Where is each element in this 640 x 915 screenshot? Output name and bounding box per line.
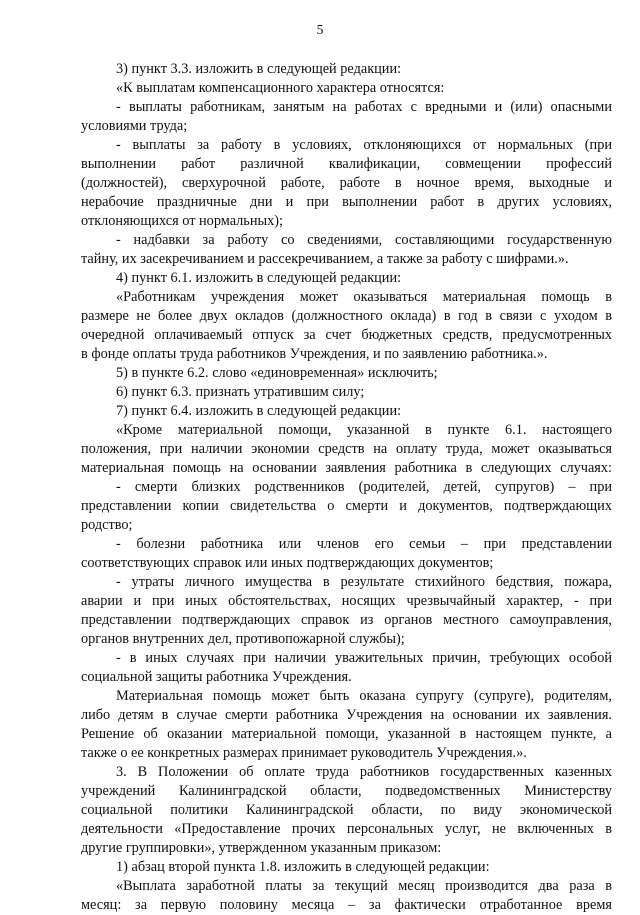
text-line: - утраты личного имущества в результате стихийного бедствия, пожара, [116, 574, 612, 590]
text-line: 1) абзац второй пункта 1.8. изложить в следующей редакции: [116, 859, 490, 875]
text-line: положения, при наличии экономии средств на оплату труда, может оказываться [81, 441, 612, 457]
text-line: - смерти близких родственников (родителей, детей, супругов) – при [116, 479, 612, 495]
text-line: Решение об оказании материальной помощи, указанной в настоящем пункте, а [81, 726, 612, 742]
text-line: «Выплата заработной платы за текущий месяц производится два раза в [116, 878, 612, 894]
text-line: очередной оплачиваемый отпуск за счет бюджетных средств, предусмотренных [81, 327, 612, 343]
text-line: выполнении работ различной квалификации, совмещении профессий [81, 156, 612, 172]
text-line: соответствующих справок или иных подтверждающих документов; [81, 555, 494, 571]
text-line: также о ее конкретных размерах принимает руководитель Учреждения.». [81, 745, 527, 761]
text-line: родство; [81, 517, 133, 533]
text-line: - надбавки за работу со сведениями, составляющими государственную [116, 232, 612, 248]
text-line: «Кроме материальной помощи, указанной в пункте 6.1. настоящего [116, 422, 612, 438]
text-line: 5) в пункте 6.2. слово «единовременная» исключить; [116, 365, 438, 381]
text-line: Материальная помощь может быть оказана супругу (супруге), родителям, [116, 688, 612, 704]
text-line: органов внутренних дел, противопожарной службы); [81, 631, 405, 647]
text-line: аварии и при иных обстоятельствах, носящих чрезвычайный характер, - при [81, 593, 612, 609]
text-line: размере не более двух окладов (должностного оклада) в год в связи с уходом в [81, 308, 612, 324]
text-line: либо детям в случае смерти работника Учреждения на основании их заявления. [81, 707, 612, 723]
text-line: 6) пункт 6.3. признать утратившим силу; [116, 384, 365, 400]
text-line: месяц: за первую половину месяца – за фактически отработанное время [81, 897, 612, 913]
page-number: 5 [316, 22, 324, 37]
text-line: в фонде оплаты труда работников Учреждения, и по заявлению работника.». [81, 346, 548, 362]
text-line: «К выплатам компенсационного характера относятся: [116, 80, 445, 96]
text-line: (должностей), сверхурочной работе, работе в ночное время, выходные и [81, 175, 612, 191]
text-line: учреждений Калининградской области, подведомственных Министерству [81, 783, 612, 799]
text-line: социальной политики Калининградской области, по виду экономической [81, 802, 612, 818]
text-line: другие группировки», утвержденном указанным приказом: [81, 840, 442, 856]
text-line: материальная помощь на основании заявления работника в следующих случаях: [81, 460, 612, 476]
text-line: представлении подтверждающих справок из органов местного самоуправления, [81, 612, 612, 628]
text-line: - в иных случаях при наличии уважительных причин, требующих особой [116, 650, 612, 666]
text-line: деятельности «Предоставление прочих персональных услуг, не включенных в [81, 821, 612, 837]
text-line: 3. В Положении об оплате труда работников государственных казенных [116, 764, 612, 780]
text-line: 7) пункт 6.4. изложить в следующей редакции: [116, 403, 402, 419]
text-line: 4) пункт 6.1. изложить в следующей редакции: [116, 270, 402, 286]
document-body [81, 60, 612, 915]
text-line: «Работникам учреждения может оказываться материальная помощь в [116, 289, 612, 305]
text-line: тайну, их засекречиванием и рассекречиванием, а также за работу с шифрами.». [81, 251, 569, 267]
text-line: условиями труда; [81, 118, 188, 134]
text-line: социальной защиты работника Учреждения. [81, 669, 352, 685]
text-line: 3) пункт 3.3. изложить в следующей редакции: [116, 61, 402, 77]
text-line: - болезни работника или членов его семьи – при представлении [116, 536, 612, 552]
text-line: нерабочие праздничные дни и при выполнении работ в других условиях, [81, 194, 612, 210]
text-line: представлении копии свидетельства о смерти и документов, подтверждающих [81, 498, 612, 514]
text-line: - выплаты работникам, занятым на работах с вредными и (или) опасными [116, 99, 612, 115]
text-line: отклоняющихся от нормальных); [81, 213, 283, 229]
text-line: - выплаты за работу в условиях, отклоняющихся от нормальных (при [116, 137, 612, 153]
